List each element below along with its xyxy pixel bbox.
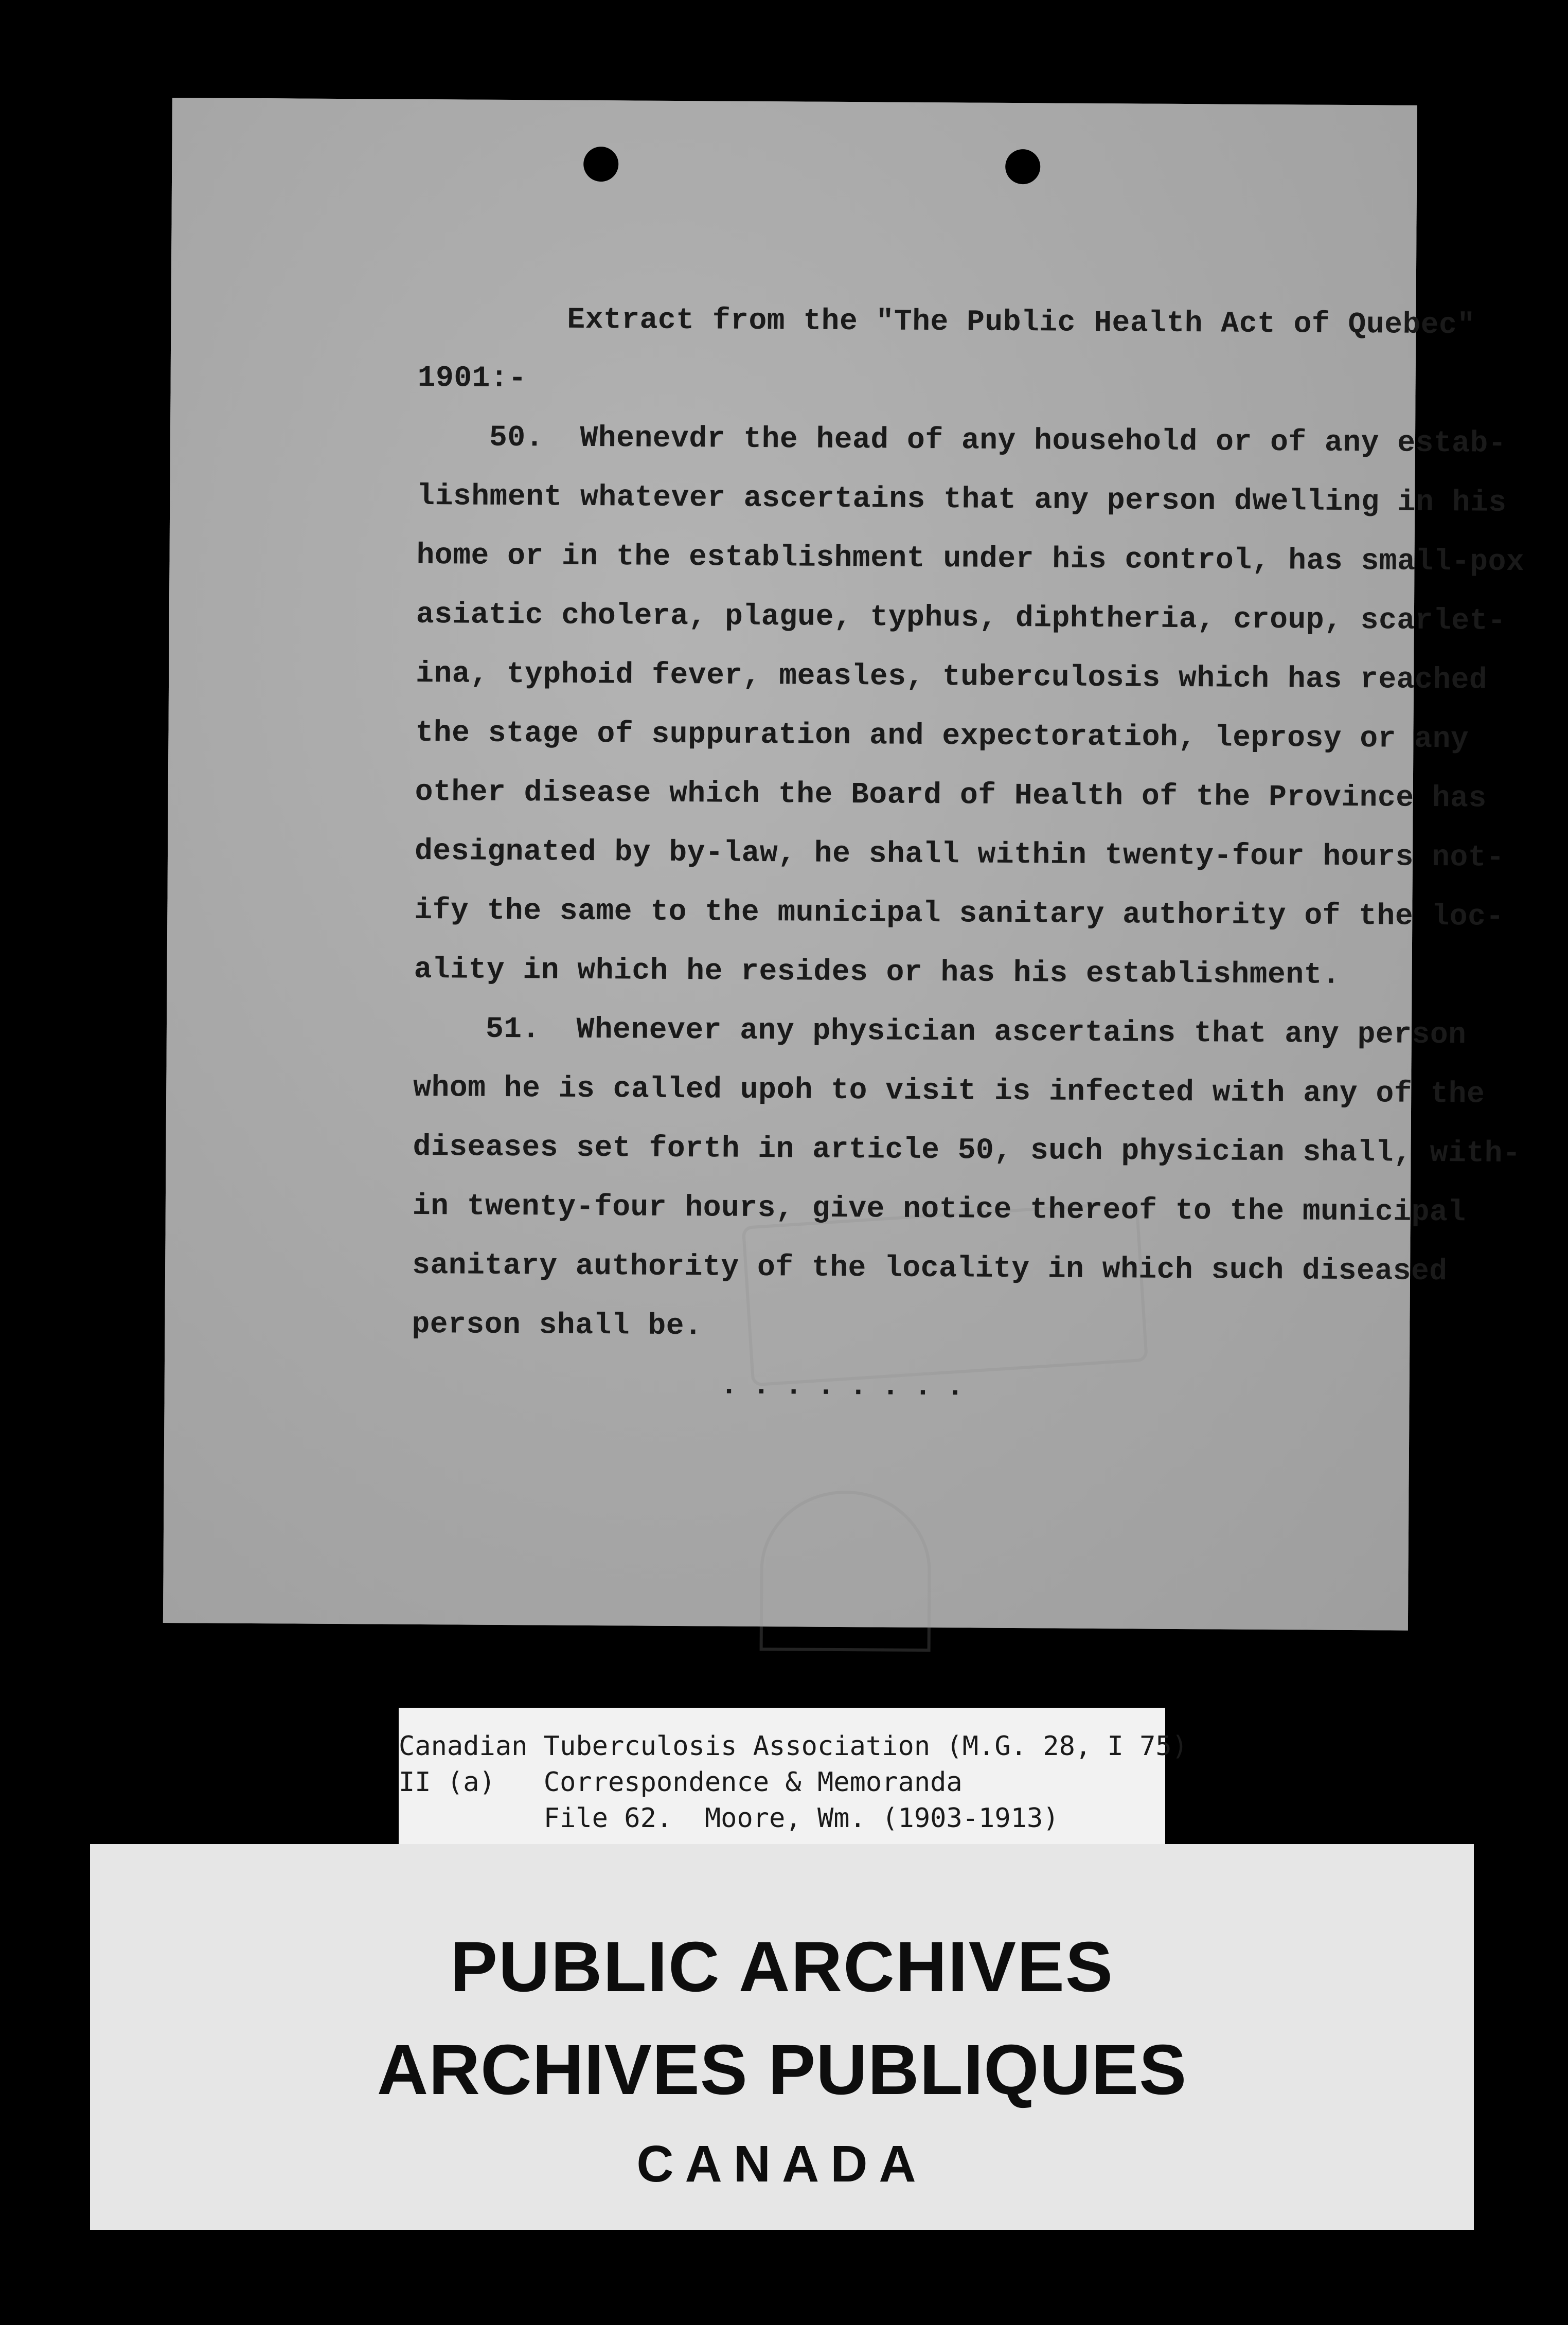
banner-line: PUBLIC ARCHIVES (450, 1927, 1114, 2007)
typed-text (172, 98, 1525, 1344)
text-line: other disease which the Board of Health of the Province has (415, 775, 1487, 816)
text-line: home or in the establishment under his control, has small-pox (416, 539, 1525, 580)
faded-seal (760, 1490, 932, 1652)
document-heading: Extract from the "The Public Health Act of Quebec" (567, 303, 1475, 343)
text-line: sanitary authority of the locality in which such diseased (412, 1248, 1448, 1289)
banner-line: CANADA (636, 2135, 928, 2193)
text-line: the stage of suppuration and expectoratioh, leprosy or any (415, 716, 1469, 757)
label-line: Canadian Tuberculosis Association (M.G. 28, I 75) (399, 1731, 1188, 1762)
text-line: ify the same to the municipal sanitary authority of the loc- (414, 893, 1504, 934)
text-line: 51. Whenever any physician ascertains that any person (485, 1012, 1467, 1052)
archives-banner (90, 1844, 1474, 2230)
text-line: designated by by-law, he shall within twenty-four hours not- (414, 834, 1505, 875)
faded-stamp (742, 1201, 1148, 1387)
text-line: in twenty-four hours, give notice thereof to the municipal (412, 1189, 1466, 1230)
ellipsis-separator: ........ (720, 1369, 979, 1404)
document-page (163, 98, 1525, 1631)
document-year: 1901:- (417, 361, 527, 396)
text-line: ina, typhoid fever, measles, tuberculosis which has reached (415, 657, 1488, 698)
punch-hole (1005, 149, 1040, 184)
text-line: whom he is called upoh to visit is infected with any of the (413, 1071, 1485, 1112)
text-line: person shall be. (412, 1308, 703, 1344)
text-line: asiatic cholera, plague, typhus, diphtheria, croup, scarlet- (416, 598, 1506, 638)
text-line: lishment whatever ascertains that any person dwelling in his (417, 479, 1507, 520)
banner-line: ARCHIVES PUBLIQUES (377, 2030, 1187, 2109)
text-line: diseases set forth in article 50, such physician shall, with- (413, 1130, 1521, 1171)
text-line: ality in which he resides or has his establishment. (414, 953, 1341, 992)
text-line: 50. Whenevdr the head of any household or of any estab- (489, 421, 1507, 461)
label-line: File 62. Moore, Wm. (1903-1913) (399, 1803, 1059, 1834)
archive-label (399, 1708, 1188, 1849)
punch-hole (583, 147, 618, 182)
label-line: II (a) Correspondence & Memoranda (399, 1767, 963, 1798)
